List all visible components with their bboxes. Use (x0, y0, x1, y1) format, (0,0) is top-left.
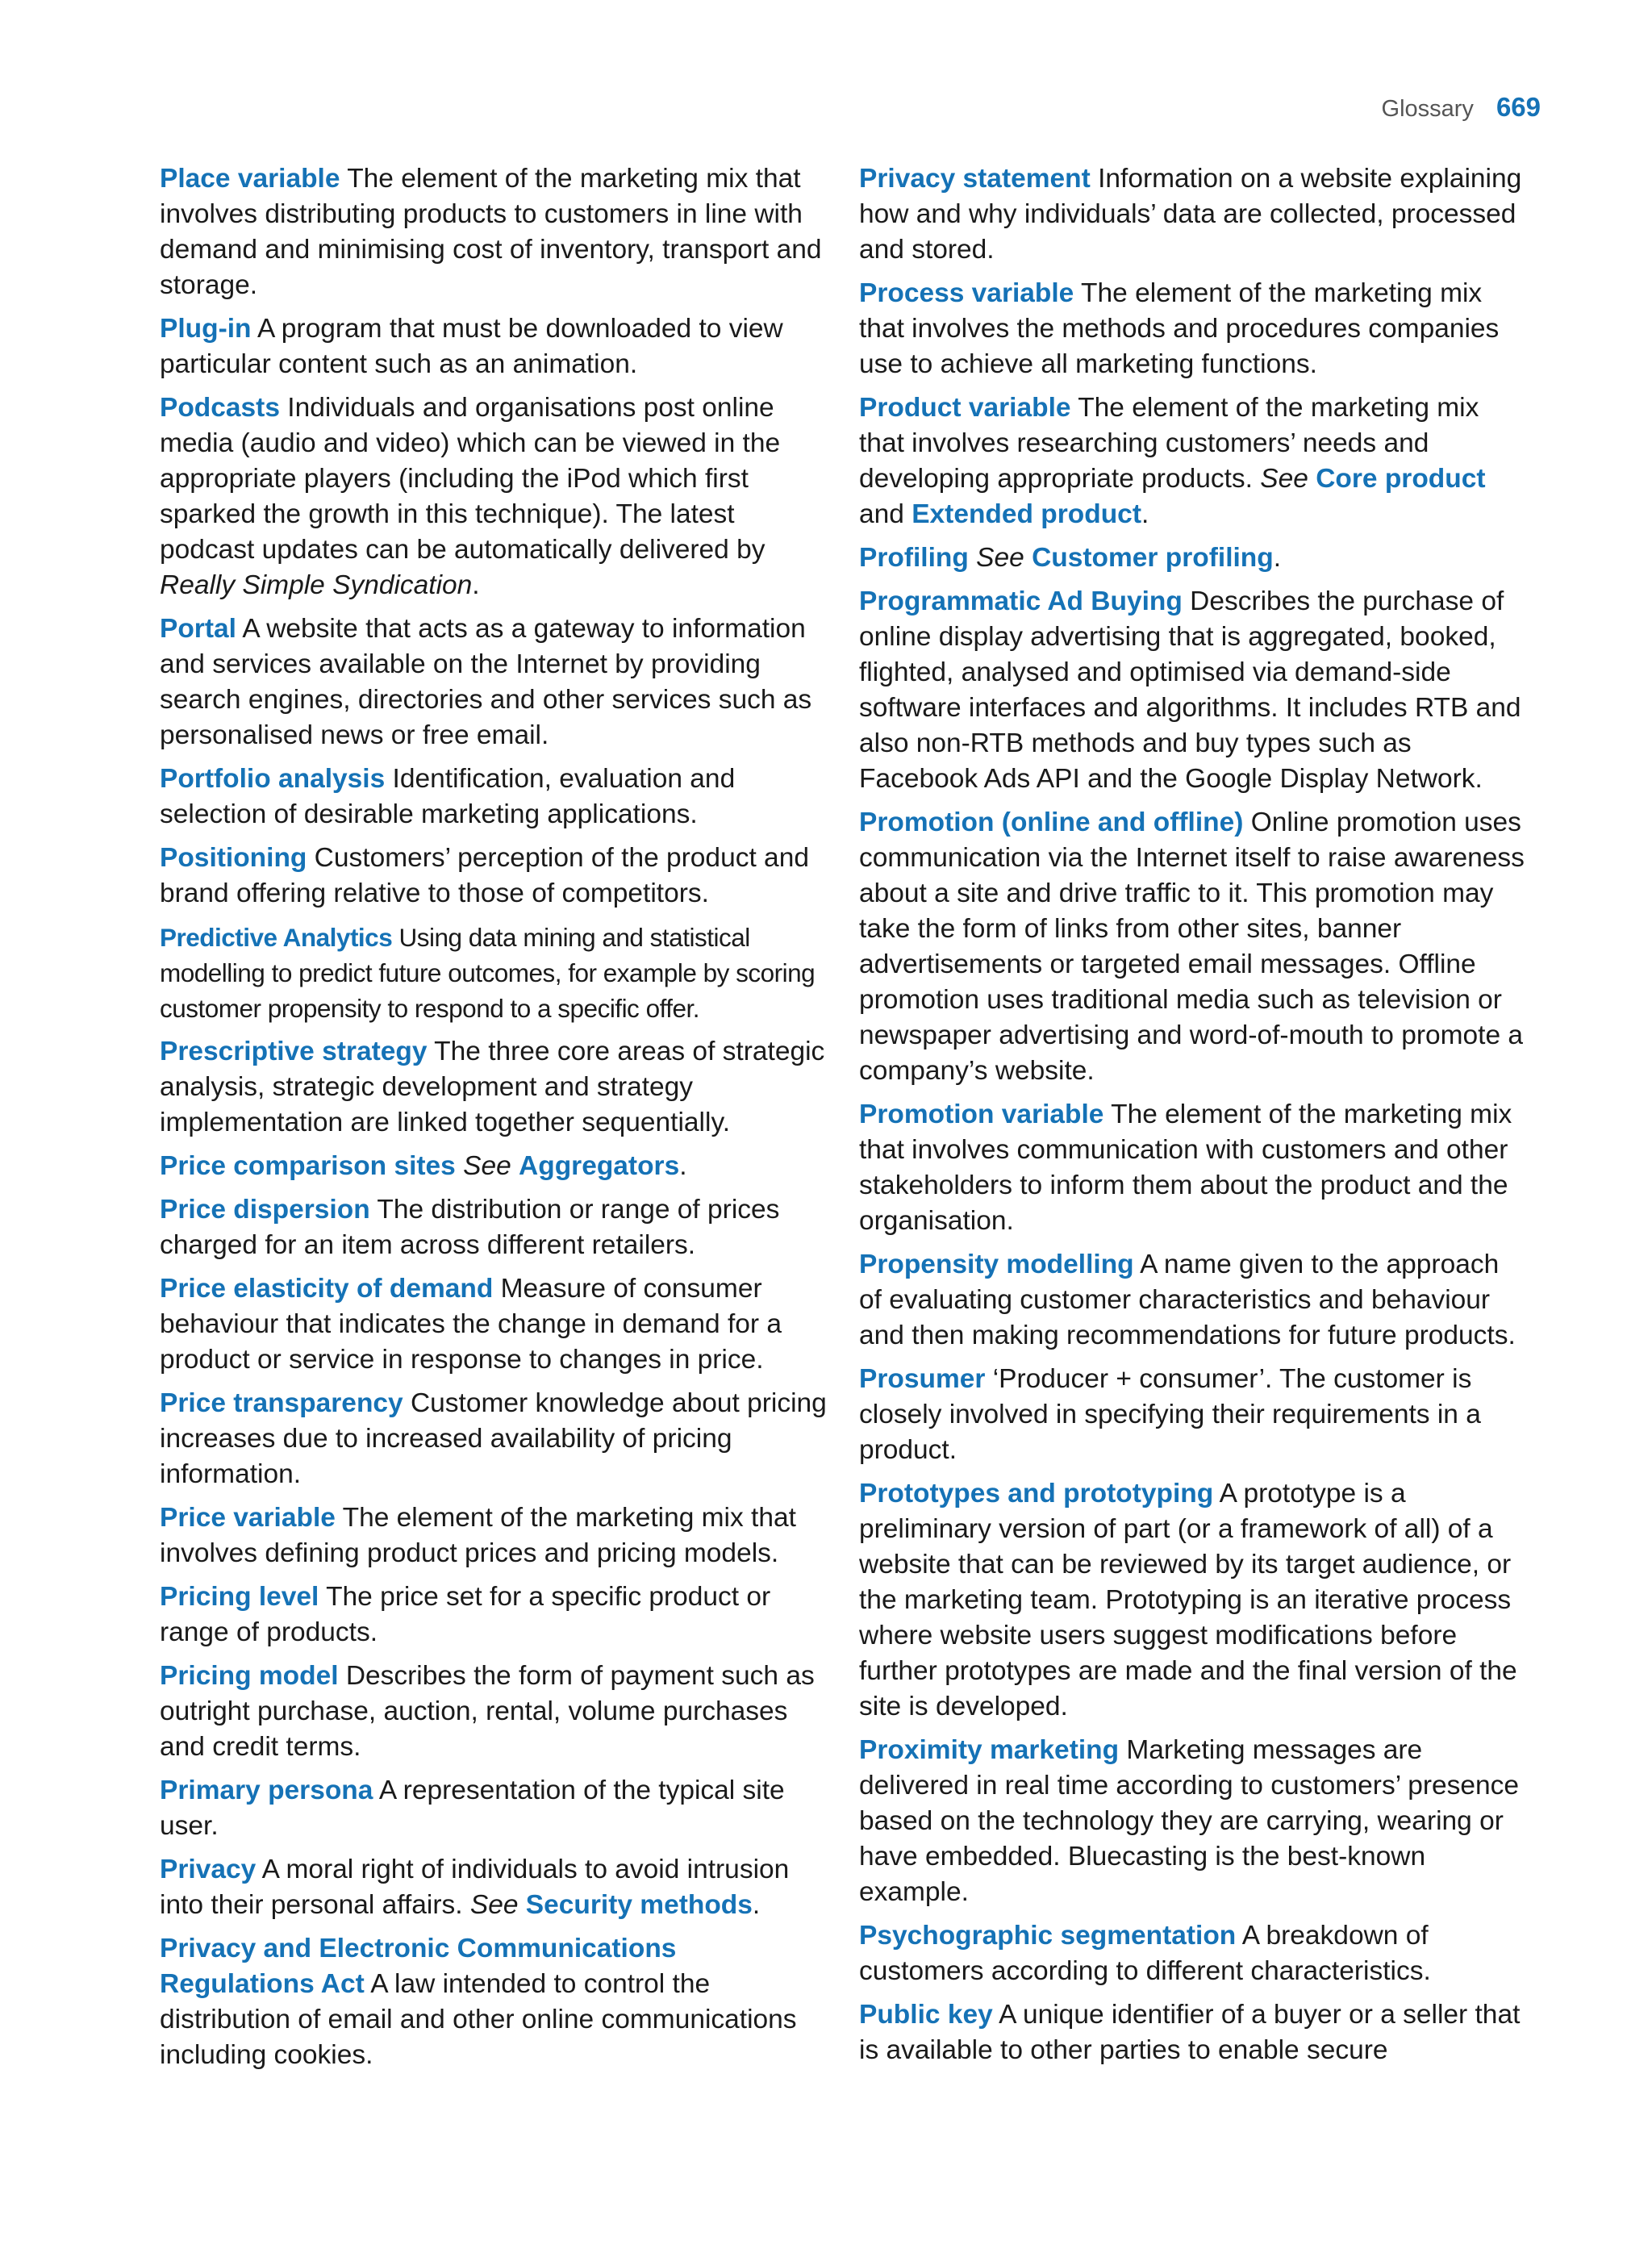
see-label: See (968, 543, 1032, 573)
glossary-entry (160, 1852, 833, 1923)
glossary-punctuation: . (752, 1890, 761, 1920)
glossary-definition: The element of the marketing mix that involves distributing products to customers in line with demand and minimising cost of inventory, transport and storage. (160, 164, 822, 300)
glossary-definition: A representation of the typical site user. (160, 1776, 785, 1841)
glossary-entry (859, 1918, 1529, 1989)
glossary-term: Promotion (online and offline) (859, 807, 1244, 837)
glossary-definition: Online promotion uses communication via the Internet itself to raise awareness about a site and drive traffic to it. This promotion may take the form of links from other sites, banner advertisements or targeted email messages. Offline promotion uses traditional media such as television or newspaper advertising and word-of-mouth to promote a company’s website. (859, 807, 1525, 1086)
glossary-column-left (160, 161, 833, 2081)
glossary-entry (160, 390, 833, 603)
glossary-term: Place variable (160, 164, 340, 194)
glossary-term: Pricing model (160, 1661, 339, 1691)
glossary-entry (160, 920, 833, 1026)
page-number: 669 (1496, 92, 1541, 122)
glossary-column-right (859, 161, 1529, 2076)
glossary-entry (160, 611, 833, 753)
glossary-term: Prototypes and prototyping (859, 1479, 1214, 1508)
glossary-definition: The price set for a specific product or range of products. (160, 1582, 771, 1647)
glossary-entry (160, 841, 833, 912)
glossary-entry (160, 1931, 833, 2073)
glossary-definition: The element of the marketing mix that involves researching customers’ needs and developing appropriate products. (859, 393, 1479, 494)
glossary-definition: A program that must be downloaded to view particular content such as an animation. (160, 314, 783, 379)
glossary-entry (859, 584, 1529, 797)
glossary-connector: and (859, 499, 912, 529)
glossary-italic-reference: Really Simple Syndication (160, 570, 473, 600)
running-head: Glossary (1381, 96, 1474, 122)
glossary-term: Privacy statement (859, 164, 1091, 194)
glossary-definition: Measure of consumer behaviour that indicates the change in demand for a product or service in response to changes in price. (160, 1274, 782, 1375)
glossary-entry (160, 1773, 833, 1844)
glossary-entry (160, 1659, 833, 1765)
glossary-definition: The three core areas of strategic analysis, strategic development and strategy implementation are linked together sequentially. (160, 1037, 825, 1137)
glossary-term: Pricing level (160, 1582, 319, 1612)
glossary-term: Price comparison sites (160, 1151, 456, 1181)
glossary-punctuation: . (472, 570, 480, 600)
glossary-entry (160, 311, 833, 382)
glossary-term: Price transparency (160, 1388, 403, 1418)
see-label: See (455, 1151, 519, 1181)
glossary-entry (859, 390, 1529, 532)
glossary-term: Positioning (160, 843, 307, 873)
glossary-entry (859, 1362, 1529, 1468)
glossary-entry (160, 1500, 833, 1571)
glossary-punctuation: . (1141, 499, 1149, 529)
glossary-entry (859, 161, 1529, 268)
cross-reference-link[interactable]: Aggregators (519, 1151, 680, 1181)
glossary-term: Plug-in (160, 314, 252, 344)
glossary-term: Propensity modelling (859, 1250, 1134, 1279)
glossary-definition: Marketing messages are delivered in real time according to customers’ presence based on the technology they are carrying, wearing or have embedded. Bluecasting is the best-known example. (859, 1735, 1520, 1907)
glossary-definition: A breakdown of customers according to different characteristics. (859, 1921, 1431, 1986)
see-label: See (1252, 464, 1316, 494)
glossary-entry (859, 1733, 1529, 1910)
glossary-entry (859, 1247, 1529, 1354)
page-header (1382, 92, 1541, 131)
glossary-definition: Describes the purchase of online display advertising that is aggregated, booked, flighted, analysed and optimised via demand-side software interfaces and algorithms. It includes RTB and also non-RTB methods and buy types such as Facebook Ads API and the Google Display Network. (859, 586, 1521, 794)
glossary-term: Prosumer (859, 1364, 986, 1394)
glossary-term: Predictive Analytics (160, 923, 393, 952)
glossary-term: Prescriptive strategy (160, 1037, 428, 1066)
glossary-definition: Individuals and organisations post online media (audio and video) which can be viewed in the appropriate players (including the iPod which first sparked the growth in this technique). The latest podcast updates can be automatically delivered by (160, 393, 781, 565)
glossary-term: Programmatic Ad Buying (859, 586, 1183, 616)
glossary-term: Privacy (160, 1855, 257, 1884)
cross-reference-link[interactable]: Core product (1316, 464, 1486, 494)
glossary-definition: The element of the marketing mix that involves communication with customers and other stakeholders to inform them about the product and the organisation. (859, 1100, 1512, 1236)
glossary-punctuation: . (1273, 543, 1282, 573)
glossary-definition: ‘Producer + consumer’. The customer is closely involved in specifying their requirements in a product. (859, 1364, 1481, 1465)
cross-reference-link[interactable]: Extended product (912, 499, 1141, 529)
glossary-definition: A law intended to control the distribution of email and other online communications including cookies. (160, 1969, 797, 2070)
glossary-term: Privacy and Electronic Communications Regulations Act (160, 1934, 677, 1999)
glossary-definition: Customers’ perception of the product and brand offering relative to those of competitors. (160, 843, 809, 908)
glossary-term: Public key (859, 2000, 993, 2030)
glossary-entry (859, 540, 1529, 576)
glossary-entry (160, 1271, 833, 1378)
glossary-definition: Information on a website explaining how and why individuals’ data are collected, processed and stored. (859, 164, 1522, 265)
glossary-term: Podcasts (160, 393, 280, 423)
glossary-definition: The element of the marketing mix that involves defining product prices and pricing models. (160, 1503, 796, 1568)
cross-reference-link[interactable]: Customer profiling (1032, 543, 1274, 573)
glossary-definition: A moral right of individuals to avoid intrusion into their personal affairs. (160, 1855, 790, 1920)
glossary-entry (859, 805, 1529, 1089)
glossary-definition: The distribution or range of prices charged for an item across different retailers. (160, 1195, 780, 1260)
glossary-entry (160, 762, 833, 832)
glossary-entry (160, 1034, 833, 1141)
glossary-definition: Identification, evaluation and selection of desirable marketing applications. (160, 764, 736, 829)
glossary-entry (160, 161, 833, 303)
glossary-entry (859, 1476, 1529, 1725)
glossary-entry (859, 276, 1529, 382)
glossary-term: Profiling (859, 543, 969, 573)
cross-reference-link[interactable]: Security methods (525, 1890, 753, 1920)
glossary-entry (160, 1192, 833, 1263)
glossary-definition: A name given to the approach of evaluating customer characteristics and behaviour and then making recommendations for future products. (859, 1250, 1516, 1350)
glossary-entry (859, 1997, 1529, 2068)
glossary-definition: The element of the marketing mix that involves the methods and procedures companies use to achieve all marketing functions. (859, 278, 1500, 379)
glossary-term: Price dispersion (160, 1195, 370, 1225)
glossary-term: Portal (160, 614, 236, 644)
glossary-entry (160, 1149, 833, 1184)
glossary-term: Proximity marketing (859, 1735, 1120, 1765)
glossary-term: Product variable (859, 393, 1071, 423)
glossary-definition: A unique identifier of a buyer or a seller that is available to other parties to enable secure (859, 2000, 1521, 2065)
glossary-term: Primary persona (160, 1776, 373, 1805)
glossary-definition: A prototype is a preliminary version of part (or a framework of all) of a website that can be reviewed by its target audience, or the marketing team. Prototyping is an iterative process where website users suggest modifications before further prototypes are made and the final version of the site is developed. (859, 1479, 1517, 1721)
glossary-definition: A website that acts as a gateway to information and services available on the Internet by providing search engines, directories and other services such as personalised news or free email. (160, 614, 812, 750)
glossary-entry (160, 1386, 833, 1492)
glossary-definition: Describes the form of payment such as outright purchase, auction, rental, volume purchases and credit terms. (160, 1661, 815, 1762)
glossary-term: Promotion variable (859, 1100, 1104, 1129)
glossary-term: Psychographic segmentation (859, 1921, 1237, 1951)
glossary-definition: Customer knowledge about pricing increases due to increased availability of pricing information. (160, 1388, 827, 1489)
glossary-entry (160, 1579, 833, 1650)
glossary-definition: Using data mining and statistical modelling to predict future outcomes, for example by scoring customer propensity to respond to a specific offer. (160, 923, 816, 1023)
glossary-term: Portfolio analysis (160, 764, 386, 794)
glossary-punctuation: . (679, 1151, 687, 1181)
glossary-term: Process variable (859, 278, 1074, 308)
glossary-entry (859, 1097, 1529, 1239)
glossary-term: Price elasticity of demand (160, 1274, 494, 1304)
see-label: See (462, 1890, 526, 1920)
glossary-term: Price variable (160, 1503, 336, 1533)
